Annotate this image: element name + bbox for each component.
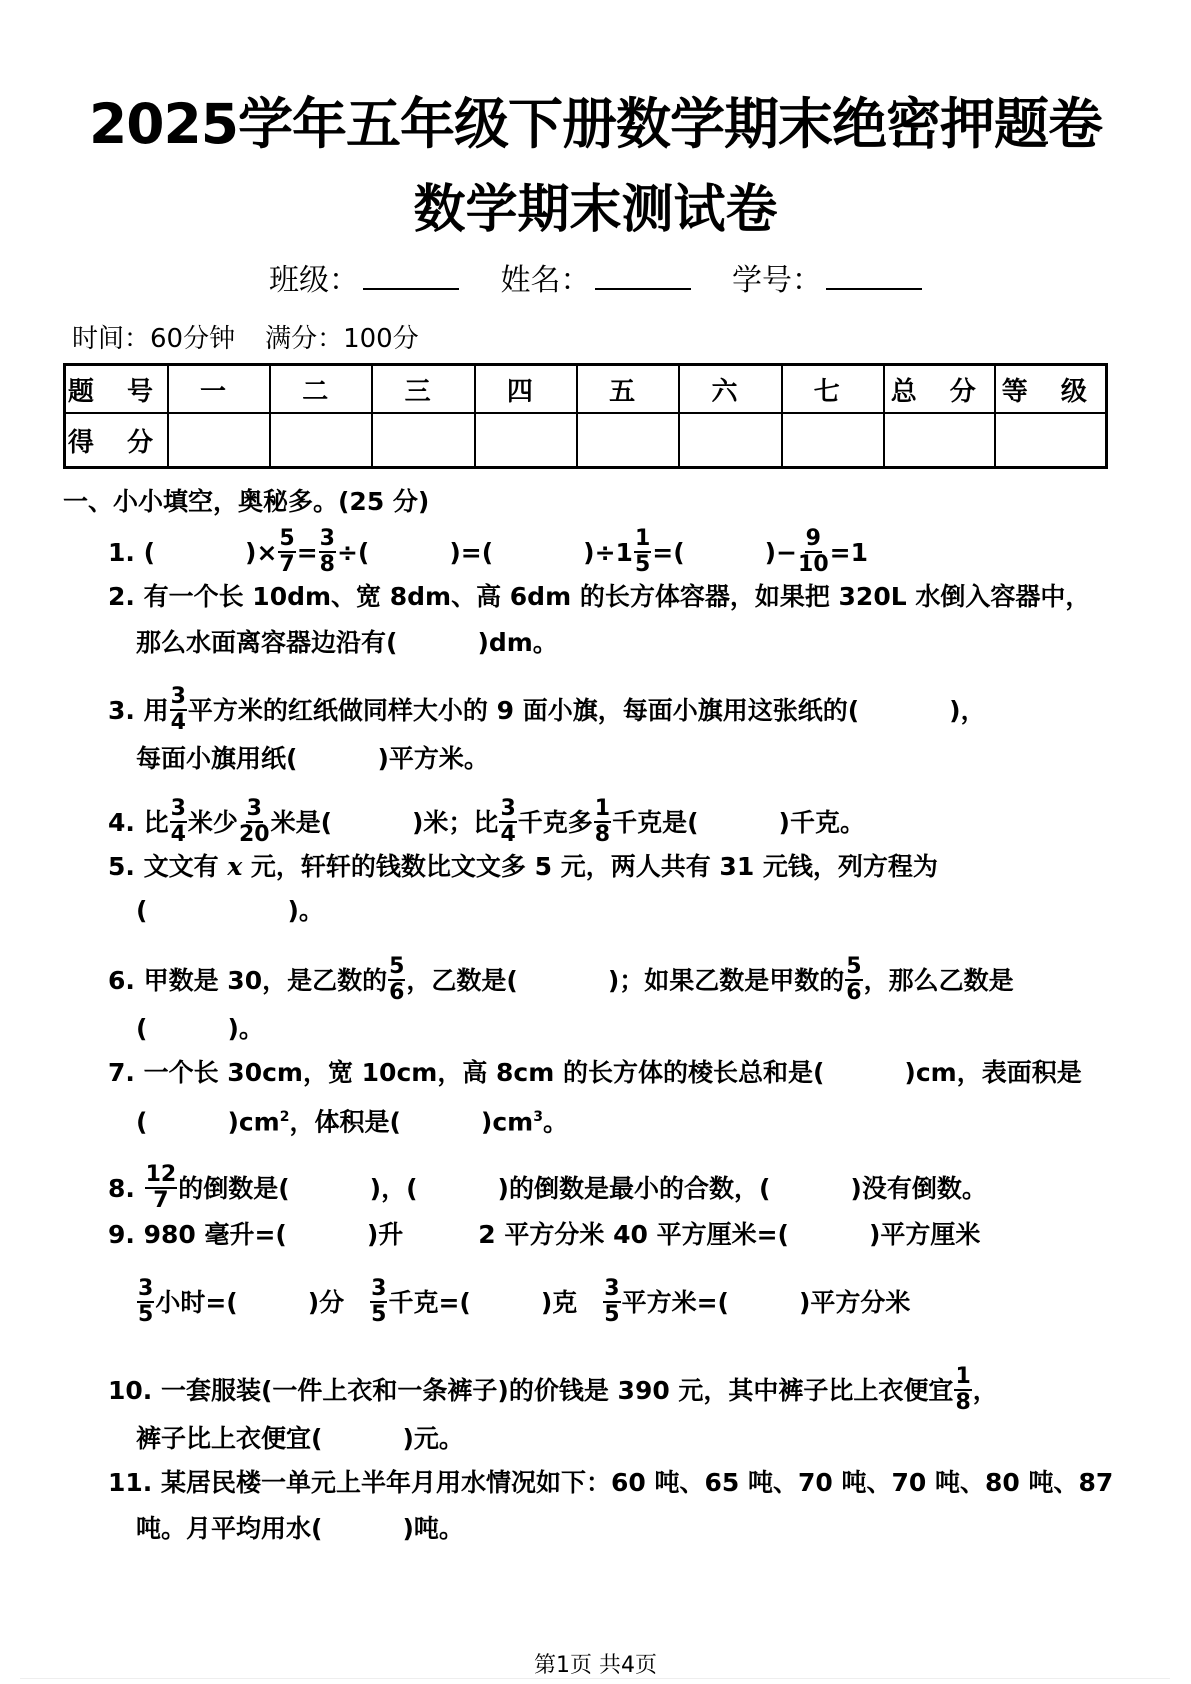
fraction <box>499 798 516 846</box>
question-text: )dm。 <box>477 628 558 657</box>
question-text: 1. ( <box>108 538 156 567</box>
numerator: 3 <box>500 796 516 821</box>
numerator: 9 <box>805 526 821 551</box>
question-text: 千克=( <box>388 1288 471 1317</box>
question-text: )， <box>949 696 986 725</box>
fraction <box>594 798 611 846</box>
grade-cell[interactable] <box>995 413 1107 468</box>
answer-blank[interactable] <box>824 1056 904 1090</box>
question-text: )× <box>245 538 278 567</box>
fraction <box>798 528 829 576</box>
time-limit: 时间：60分钟 <box>72 324 236 354</box>
question-text: = <box>296 538 318 567</box>
page-indicator: 第1页 共4页 <box>534 1653 657 1678</box>
question-text: ÷( <box>336 538 370 567</box>
question-text: 每面小旗用纸( <box>136 744 298 773</box>
fraction <box>170 798 187 846</box>
score-cell[interactable] <box>679 413 781 468</box>
question-line <box>136 742 489 776</box>
denominator: 4 <box>170 822 186 847</box>
answer-blank[interactable] <box>297 742 377 776</box>
question-text: ， <box>972 1376 998 1405</box>
answer-blank[interactable] <box>322 1512 402 1546</box>
student-id-blank[interactable] <box>826 260 922 290</box>
question-number-row <box>65 365 1107 414</box>
fraction <box>319 528 336 576</box>
class-field <box>269 260 459 301</box>
question-text: 那么水面离容器边沿有( <box>136 628 398 657</box>
question-text: ( <box>136 896 148 925</box>
question-line <box>136 1276 911 1328</box>
answer-blank[interactable] <box>287 1218 367 1252</box>
question-text: )− <box>764 538 798 567</box>
answer-blank[interactable] <box>789 1218 869 1252</box>
question-text: 11. 某居民楼一单元上半年月用水情况如下：60 吨、65 吨、70 吨、70 吨、80 吨、87 <box>108 1468 1114 1497</box>
question-text: 的倒数是( <box>178 1174 290 1203</box>
question-text: )；如果乙数是甲数的 <box>607 966 845 995</box>
numerator: 12 <box>145 1162 177 1187</box>
question-text: 。 <box>542 1107 568 1137</box>
denominator: 8 <box>955 1390 971 1415</box>
question-line <box>108 796 865 848</box>
question-line <box>136 1012 264 1046</box>
question-text: )吨。 <box>402 1514 464 1543</box>
class-label: 班级： <box>268 263 359 298</box>
exam-title: 2025学年五年级下册数学期末绝密押题卷 <box>88 92 1103 156</box>
fraction <box>137 1278 154 1326</box>
question-text: )平方厘米 <box>868 1220 981 1249</box>
denominator: 4 <box>170 710 186 735</box>
question-line <box>108 684 986 736</box>
question-text: )米；比 <box>412 808 499 837</box>
denominator: 6 <box>846 980 862 1005</box>
header-cell: 等 级 <box>995 365 1107 414</box>
exam-meta <box>72 322 419 356</box>
answer-blank[interactable] <box>322 1422 402 1456</box>
fraction <box>603 1278 620 1326</box>
score-cell[interactable] <box>475 413 577 468</box>
question-line <box>108 1056 1082 1090</box>
denominator: 10 <box>798 552 829 577</box>
question-line <box>108 1364 998 1416</box>
total-score-cell[interactable] <box>884 413 995 468</box>
header-cell: 总 分 <box>884 365 995 414</box>
fraction <box>370 1278 387 1326</box>
numerator: 5 <box>279 526 295 551</box>
superscript: 3 <box>533 1109 543 1125</box>
question-text: )=( <box>449 538 494 567</box>
question-text: 平方米的红纸做同样大小的 9 面小旗，每面小旗用这张纸的( <box>187 696 860 725</box>
header-cell: 六 <box>679 365 781 414</box>
numerator: 1 <box>594 796 611 821</box>
question-text: 8. <box>108 1174 144 1203</box>
numerator: 1 <box>955 1364 971 1389</box>
question-text: ，乙数是( <box>406 966 518 995</box>
answer-blank[interactable] <box>369 536 449 570</box>
fraction <box>845 956 862 1004</box>
denominator: 4 <box>500 822 516 847</box>
answer-blank[interactable] <box>397 626 477 660</box>
question-text: 3. 用 <box>108 696 169 725</box>
fraction <box>388 956 405 1004</box>
header-cell: 七 <box>782 365 884 414</box>
question-text: 平方米=( <box>621 1288 729 1317</box>
answer-blank[interactable] <box>290 1172 370 1206</box>
question-line <box>136 1422 464 1456</box>
score-row-label: 得 分 <box>65 413 168 468</box>
question-text: )千克。 <box>778 808 865 837</box>
question-text: )cm <box>480 1107 534 1137</box>
answer-blank[interactable] <box>859 694 949 728</box>
question-text: 5. 文文有 <box>108 852 228 881</box>
numerator: 5 <box>389 954 405 979</box>
question-text: 米是( <box>270 808 332 837</box>
superscript: 2 <box>279 1109 290 1125</box>
question-line <box>136 1512 464 1546</box>
question-text: )平方分米 <box>798 1288 911 1317</box>
header-cell: 题 号 <box>65 365 168 414</box>
score-cell[interactable] <box>168 413 270 468</box>
question-text: 4. 比 <box>108 808 169 837</box>
question-text: )升 2 平方分米 40 平方厘米=( <box>366 1220 789 1249</box>
denominator: 20 <box>238 822 270 847</box>
score-table <box>63 363 1108 469</box>
question-text: )，( <box>369 1174 418 1203</box>
header-cell: 三 <box>372 365 474 414</box>
header-cell: 一 <box>168 365 270 414</box>
question-text: ( <box>136 1014 148 1043</box>
numerator: 3 <box>604 1276 620 1301</box>
numerator: 1 <box>634 526 651 551</box>
question-text: 千克是( <box>612 808 699 837</box>
student-info <box>0 260 1191 301</box>
question-text: 10. 一套服装(一件上衣和一条裤子)的价钱是 390 元，其中裤子比上衣便宜 <box>108 1376 954 1405</box>
numerator: 3 <box>170 684 186 709</box>
student-id-label: 学号： <box>732 263 823 298</box>
question-line <box>108 850 938 884</box>
score-cell[interactable] <box>270 413 372 468</box>
denominator: 6 <box>389 980 405 1005</box>
numerator: 5 <box>846 954 862 979</box>
question-line <box>108 1162 987 1214</box>
question-text: 米少 <box>187 808 238 837</box>
header-cell: 五 <box>577 365 679 414</box>
numerator: 3 <box>138 1276 154 1301</box>
question-line <box>136 626 558 660</box>
question-text: 千克多 <box>517 808 593 837</box>
question-text: 裤子比上衣便宜( <box>136 1424 323 1453</box>
fraction <box>170 686 187 734</box>
question-line <box>108 526 868 578</box>
answer-blank[interactable] <box>332 806 412 840</box>
answer-blank[interactable] <box>518 964 608 998</box>
full-score: 满分：100分 <box>265 324 419 354</box>
question-line <box>136 1100 568 1139</box>
fraction <box>954 1366 971 1414</box>
question-text: 元，轩轩的钱数比文文多 5 元，两人共有 31 元钱，列方程为 <box>242 852 938 881</box>
question-text: )没有倒数。 <box>850 1174 987 1203</box>
question-text: )cm <box>227 1107 280 1137</box>
answer-blank[interactable] <box>471 1286 541 1320</box>
name-label: 姓名： <box>500 263 591 298</box>
question-line <box>108 1466 1113 1500</box>
score-cell[interactable] <box>782 413 884 468</box>
answer-blank[interactable] <box>770 1172 850 1206</box>
question-text: 小时=( <box>155 1288 238 1317</box>
answer-blank[interactable] <box>493 536 583 570</box>
denominator: 5 <box>634 552 651 577</box>
header-cell: 四 <box>475 365 577 414</box>
question-text: 2. 有一个长 10dm、宽 8dm、高 6dm 的长方体容器，如果把 320L 水倒入容器中， <box>108 582 1091 611</box>
denominator: 7 <box>279 552 295 577</box>
score-row <box>65 413 1107 468</box>
question-text: )÷1 <box>583 538 633 567</box>
numerator: 3 <box>170 796 186 821</box>
question-text: )的倒数是最小的合数，( <box>497 1174 771 1203</box>
name-blank[interactable] <box>595 260 691 290</box>
question-text: ，体积是( <box>289 1107 401 1137</box>
question-text: )。 <box>227 1014 264 1043</box>
question-line <box>108 954 1014 1006</box>
question-text: 7. 一个长 30cm，宽 10cm，高 8cm 的长方体的棱长总和是( <box>108 1058 825 1087</box>
numerator: 3 <box>319 526 335 551</box>
question-line <box>108 1218 980 1252</box>
score-cell[interactable] <box>372 413 474 468</box>
fraction <box>145 1164 178 1212</box>
answer-blank[interactable] <box>147 1012 227 1046</box>
question-text: )。 <box>287 896 324 925</box>
question-text: )克 <box>540 1288 603 1317</box>
answer-blank[interactable] <box>401 1105 481 1139</box>
denominator: 8 <box>319 552 335 577</box>
answer-blank[interactable] <box>147 1105 227 1139</box>
question-line <box>136 894 324 928</box>
denominator: 7 <box>153 1188 169 1213</box>
question-text: ，那么乙数是 <box>863 966 1014 995</box>
denominator: 5 <box>604 1302 620 1327</box>
answer-blank[interactable] <box>147 894 287 928</box>
denominator: 5 <box>371 1302 387 1327</box>
answer-blank[interactable] <box>418 1172 498 1206</box>
answer-blank[interactable] <box>238 1286 308 1320</box>
header-cell: 二 <box>270 365 372 414</box>
question-text: )cm，表面积是 <box>904 1058 1082 1087</box>
denominator: 8 <box>594 822 611 847</box>
score-cell[interactable] <box>577 413 679 468</box>
question-text: =( <box>652 538 685 567</box>
question-text: 9. 980 毫升=( <box>108 1220 287 1249</box>
numerator: 3 <box>371 1276 387 1301</box>
denominator: 5 <box>138 1302 154 1327</box>
section-heading: 一、小小填空，奥秘多。(25 分) <box>63 487 430 516</box>
answer-blank[interactable] <box>729 1286 799 1320</box>
variable: x <box>227 852 243 881</box>
question-line <box>108 580 1090 614</box>
fraction <box>278 528 295 576</box>
question-text: ( <box>136 1107 148 1137</box>
student-id-field <box>732 260 922 301</box>
question-text: )平方米。 <box>377 744 489 773</box>
answer-blank[interactable] <box>155 536 245 570</box>
numerator: 3 <box>246 796 262 821</box>
question-text: )分 <box>307 1288 370 1317</box>
name-field <box>501 260 691 301</box>
question-text: =1 <box>829 538 868 567</box>
exam-subtitle: 数学期末测试卷 <box>413 180 778 240</box>
answer-blank[interactable] <box>685 536 765 570</box>
fraction <box>634 528 651 576</box>
fraction <box>239 798 270 846</box>
question-text: 6. 甲数是 30，是乙数的 <box>108 966 388 995</box>
class-blank[interactable] <box>363 260 459 290</box>
footer-divider <box>20 1678 1170 1679</box>
question-text: )元。 <box>402 1424 464 1453</box>
question-text: 吨。月平均用水( <box>136 1514 323 1543</box>
answer-blank[interactable] <box>699 806 779 840</box>
